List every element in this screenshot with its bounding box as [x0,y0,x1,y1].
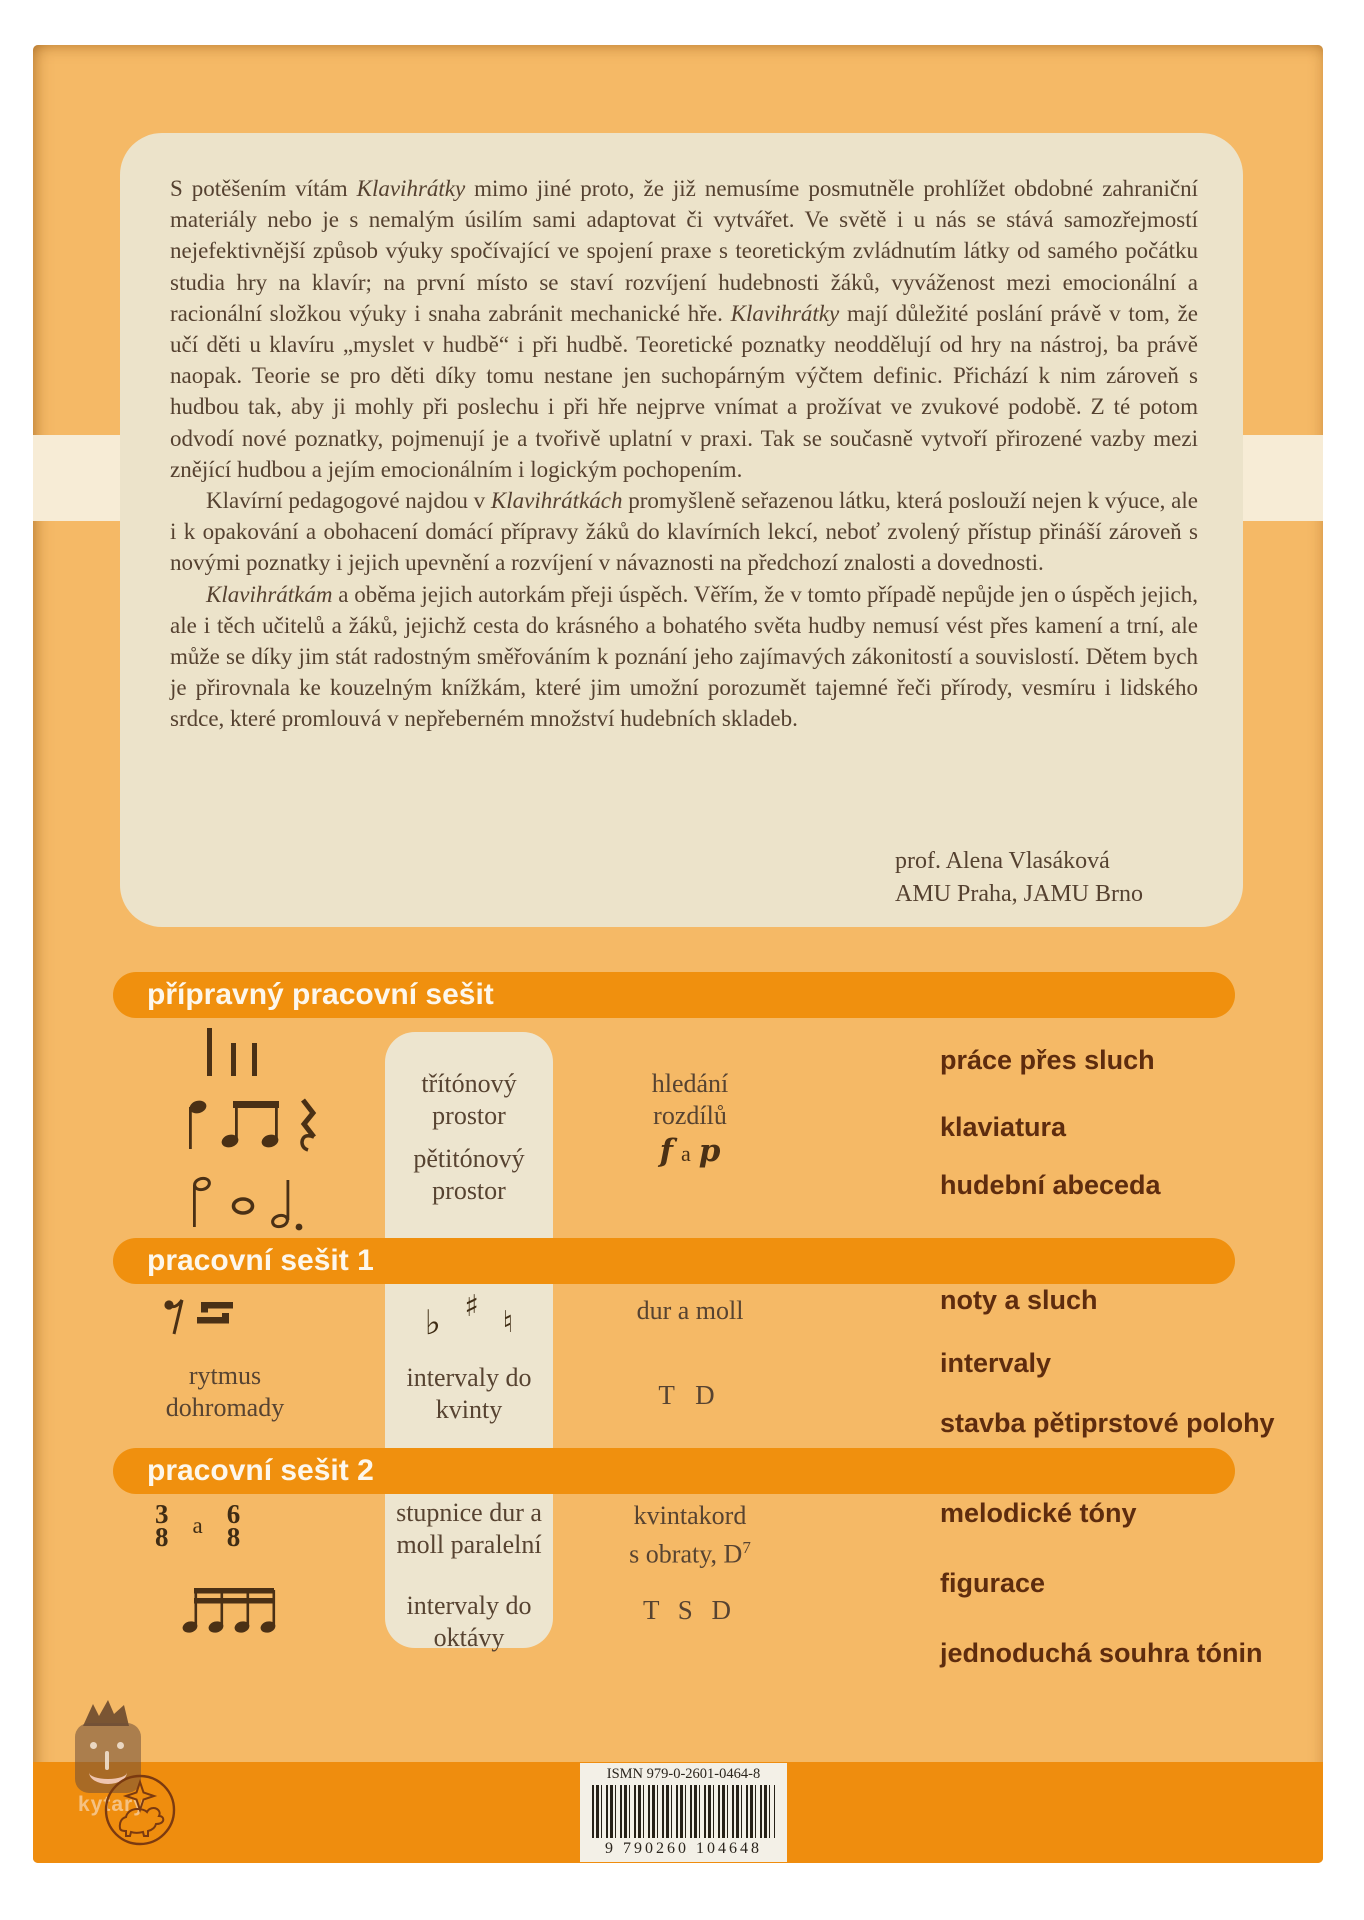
notes-and-quarter-rest-icon [181,1095,331,1155]
topic-keyboard: klaviatura [940,1112,1067,1142]
label-rhythm-together: rytmus dohromady [165,1361,285,1422]
review-panel [120,133,1243,927]
signature-block [895,845,1143,911]
ismn-number: ISMN 979-0-2601-0464-8 [606,1766,761,1782]
label-major-and-minor: dur a moll [636,1296,744,1325]
topic-intervals: intervaly [940,1348,1052,1378]
label-three-tone-space: třítónový prostor [421,1069,517,1130]
bear-and-star-publisher-logo [102,1772,178,1848]
label-intervals-to-octave: intervaly do oktávy [406,1591,532,1652]
topic-melodic-tones: melodické tóny [940,1498,1137,1528]
topic-simple-interplay-of-keys: jednoduchá souhra tónin [940,1638,1263,1668]
label-tonic-subdominant-dominant: T S D [642,1595,738,1625]
label-finding-differences: hledání rozdílů [651,1069,729,1130]
accidentals-icons [385,1289,553,1343]
barcode-stripes [592,1785,775,1838]
signature-name: prof. Alena Vlasáková [895,848,1110,874]
topic-work-by-ear: práce přes sluch [940,1045,1155,1075]
watermark-left-eye [90,1742,97,1749]
time-signature-3-8: 3 8 [155,1499,169,1552]
book-cover [33,45,1323,1863]
piano-symbol: p [698,1133,721,1169]
section-header-workbook-2: pracovní sešit 2 [113,1448,1235,1494]
label-five-tone-space: pětitónový prostor [413,1144,525,1205]
review-paragraph-1: S potěšením vítám Klavihrátky mimo jiné proto, že již nemusíme posmutněle prohlížet obdobné zahraniční materiály nebo je s nemalým úsilím sami adaptovat či vytvářet. Ve světě i u nás se stává samozřejmostí nejefektivnější způsob výuky spočívající ve spojení praxe s teoretickým zvládnutím látky od samého počátku studia hry na klavír; na první místo se staví rozvíjení hudebnosti žáků, vyváženost mezi emocionální a racionální složkou výuky i snaha zabránit mechanické hře. Klavihrátky mají důležité poslání právě v tom, že učí děti u klavíru „myslet v hudbě“ i při hudbě. Teoretické poznatky neoddělují od hry na nástroj, ba právě naopak. Teorie se pro děti díky tomu nestane jen suchopárným výčtem definic. Přichází k nim zároveň s hudbou tak, aby ji mohly při poslechu i při hře nejprve vnímat a prožívat ve zvukové podobě. Z té potom odvodí nové poznatky, pojmenují je a tvořivě uplatní v praxi. Tak se současně vytvoří přirozené vazby mezi znějící hudbou a jejím emocionálním i logickým pochopením. [170,176,1198,482]
review-text [170,173,1198,735]
signature-affiliation: AMU Praha, JAMU Brno [895,881,1143,907]
label-triad-with-inversions: kvintakord s obraty, $D^7$ [629,1501,751,1569]
rhythm-bars-icon [201,1028,271,1080]
section-header-workbook-1: pracovní sešit 1 [113,1238,1235,1284]
forte-symbol: f [659,1133,673,1169]
watermark-right-eye [117,1742,124,1749]
dynamics-f-and-p: f a p [659,1133,721,1169]
label-tonic-dominant: T D [658,1380,722,1410]
label-scales-major-minor-parallel: stupnice dur a moll paralelní [396,1498,542,1559]
kytary-watermark-text: kytary [78,1793,146,1816]
review-paragraph-3: Klavihrátkám a oběma jejich autorkám přeji úspěch. Věřím, že v tomto případě nepůjde jen o úspěch jejich, ale i těch učitelů a žáků, jejichž cesta do krásného a bohatého světa hudby nemusí vést přes kamení a trní, ale může se díky jim stát radostným směřováním k poznání jeho zajímavých zákonitostí a souvislostí. Dětem bych je přirovnala ke kouzelným knížkám, které jim umožní porozumět tajemné řeči přírody, vesmíru i lidského srdce, které promlouvá v nepřeberném množství hudebních skladeb. [170,581,1198,732]
label-intervals-to-fifth: intervaly do kvinty [406,1363,532,1424]
beamed-sixteenth-notes-icon [181,1585,285,1635]
review-paragraph-2: Klavírní pedagogové najdou v Klavihrátkách promyšleně seřazenou látku, která poslouží nejen k výuce, ale i k opakování a obohacení domácí přípravy žáků do klavírních lekcí, neboť zvolený přístup přináší zároveň s novými poznatky i jejich upevnění a rozvíjení v návaznosti na předchozí znalosti a dovednosti. [170,488,1198,576]
topic-figuration: figurace [940,1568,1046,1598]
topic-five-finger-position: stavba pětiprstové polohy [940,1408,1275,1438]
flat-icon: ♭ [424,1303,441,1343]
topic-musical-alphabet: hudební abeceda [940,1170,1161,1200]
barcode-digits: 9 790260 104648 [605,1840,762,1857]
topic-notes-and-ear: noty a sluch [940,1285,1098,1315]
time-signatures-icon: 3 8 a 6 8 [155,1499,241,1552]
time-signature-6-8: 6 8 [226,1499,241,1552]
half-whole-dotted-notes-icon [185,1172,311,1234]
section-header-preparatory-workbook: přípravný pracovní sešit [113,972,1235,1018]
eighth-rest-and-rhythm-strokes-icon [161,1292,239,1338]
sharp-icon: ♯ [464,1289,479,1324]
barcode-label [580,1763,787,1862]
natural-icon: ♮ [502,1305,514,1340]
